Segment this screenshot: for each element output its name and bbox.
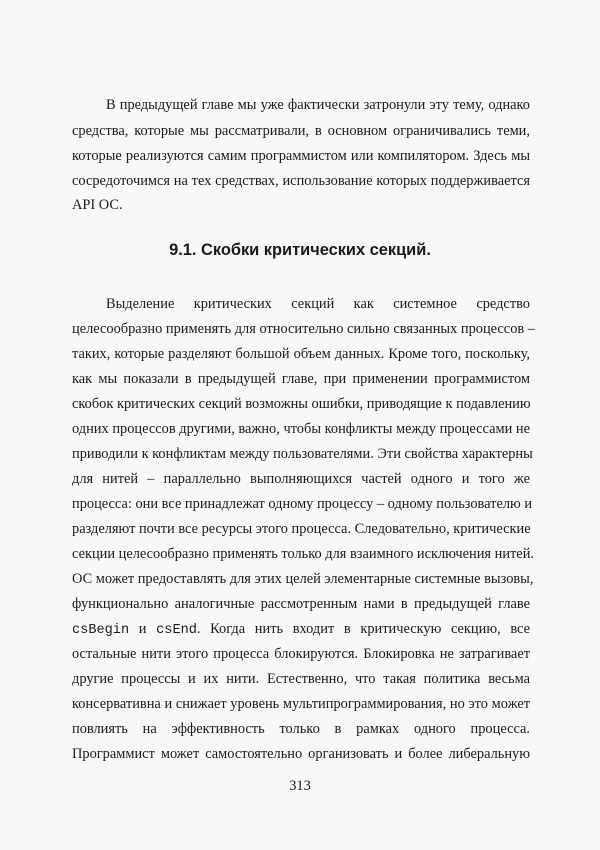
paragraph2-line: процесса: они все принадлежат одному процессу – одному пользователю и bbox=[72, 496, 533, 512]
paragraph1-line: API ОС. bbox=[72, 197, 123, 213]
page-number: 313 bbox=[289, 778, 311, 794]
paragraph1-line: В предыдущей главе мы уже фактически затронули эту тему, однако bbox=[106, 97, 530, 113]
paragraph2-line: таких, которые разделяют большой объем данных. Кроме того, поскольку, bbox=[72, 346, 530, 362]
code-line-rest: . Когда нить входит в критическую секцию, все bbox=[196, 621, 530, 637]
paragraph2-line: ОС может предоставлять для этих целей элементарные системные вызовы, bbox=[72, 571, 534, 587]
paragraph2-line: для нитей – параллельно выполняющихся частей одного и того же bbox=[72, 471, 530, 487]
paragraph1-line: которые реализуются самим программистом или компилятором. Здесь мы bbox=[72, 148, 530, 164]
paragraph2-line: консервативна и снижает уровень мультипрограммирования, но это может bbox=[72, 696, 530, 712]
section-heading: 9.1. Скобки критических секций. bbox=[169, 241, 431, 259]
paragraph2-line: другие процессы и их нити. Естественно, что такая политика весьма bbox=[72, 671, 530, 687]
paragraph2-line: приводили к конфликтам между пользователями. Эти свойства характерны bbox=[72, 446, 533, 462]
paragraph2-line: как мы показали в предыдущей главе, при применении программистом bbox=[72, 371, 530, 387]
code-conjunction: и bbox=[138, 621, 147, 637]
paragraph1-line: средства, которые мы рассматривали, в основном ограничивались теми, bbox=[72, 123, 530, 139]
paragraph2-line: остальные нити этого процесса блокируются. Блокировка не затрагивает bbox=[72, 646, 530, 662]
paragraph2-line: Программист может самостоятельно организовать и более либеральную bbox=[72, 746, 530, 762]
code-csend: csEnd bbox=[156, 623, 197, 638]
paragraph2-code-line bbox=[72, 619, 530, 641]
paragraph2-line: функционально аналогичные рассмотренным нами в предыдущей главе bbox=[72, 596, 530, 612]
paragraph2-line: повлиять на эффективность только в рамках одного процесса. bbox=[72, 721, 530, 737]
code-csbegin: csBegin bbox=[72, 623, 130, 638]
paragraph2-line: секции целесообразно применять только для взаимного исключения нитей. bbox=[72, 546, 534, 562]
paragraph1-line: сосредоточимся на тех средствах, использование которых поддерживается bbox=[72, 173, 530, 189]
paragraph2-line: целесообразно применять для относительно сильно связанных процессов – bbox=[72, 321, 535, 337]
paragraph2-line: одних процессов другими, важно, чтобы конфликты между процессами не bbox=[72, 421, 530, 437]
paragraph2-line: Выделение критических секций как системное средство bbox=[106, 296, 530, 312]
paragraph2-line: разделяют почти все ресурсы этого процесса. Следовательно, критические bbox=[72, 521, 531, 537]
paragraph2-line: скобок критических секций возможны ошибки, приводящие к подавлению bbox=[72, 396, 531, 412]
